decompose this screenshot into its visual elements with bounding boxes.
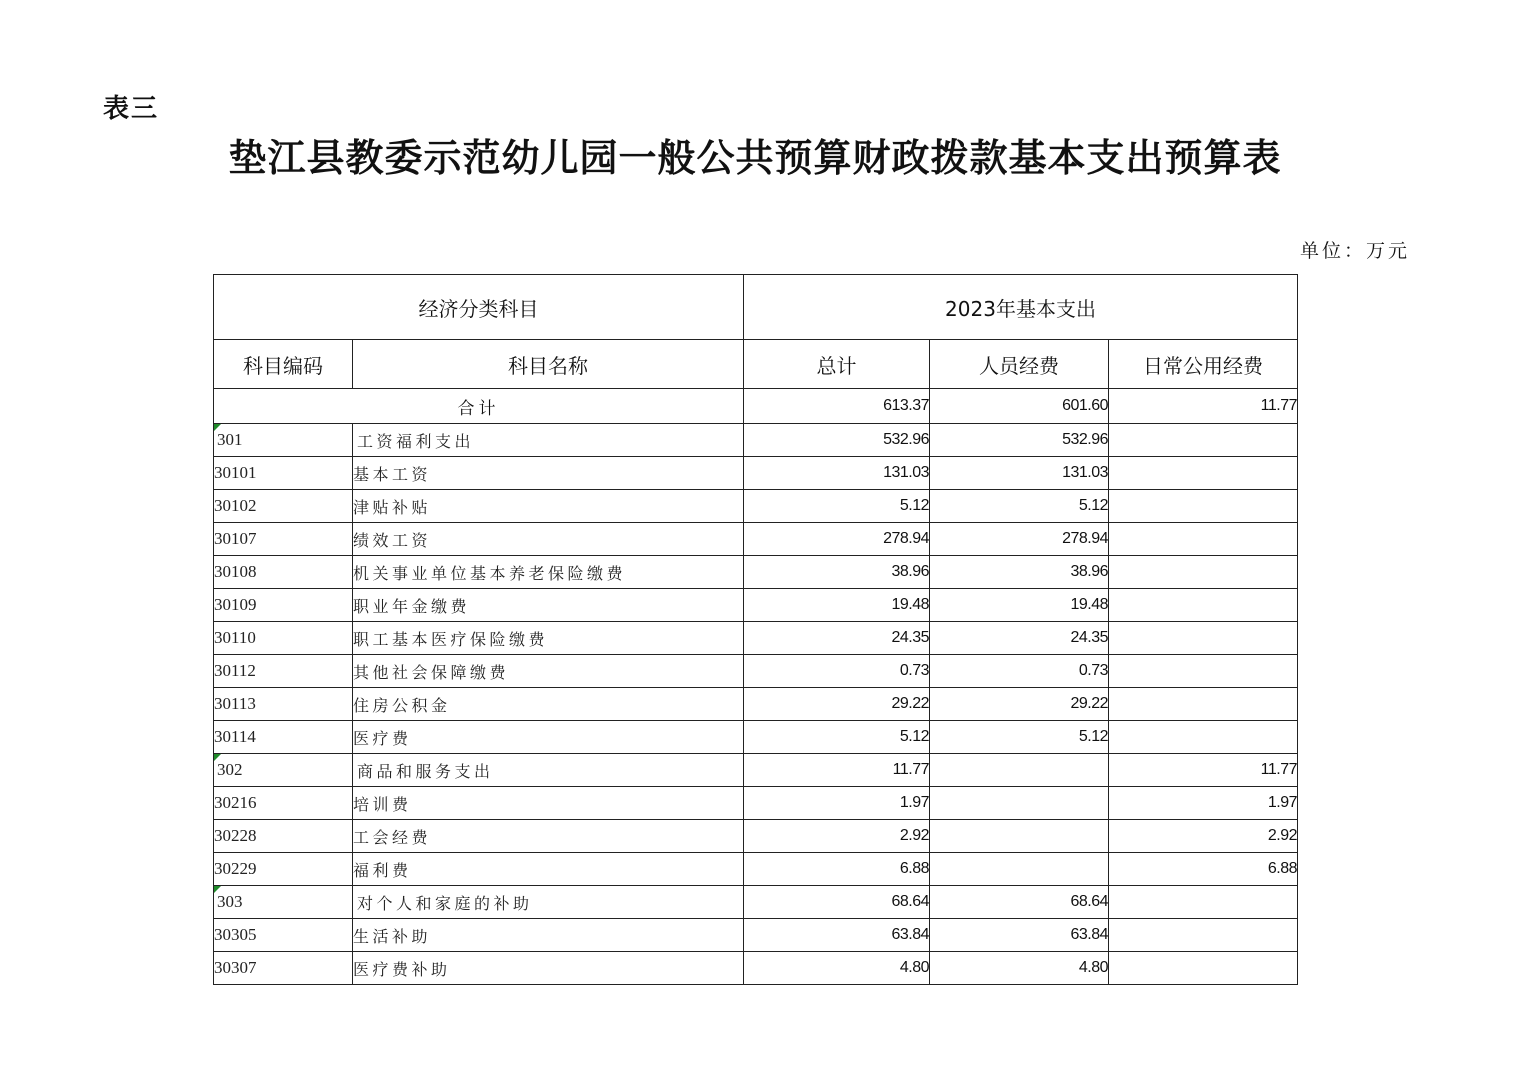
subject-code: 30101 (214, 457, 353, 490)
subject-name: 职业年金缴费 (353, 589, 744, 622)
header-subject-code: 科目编码 (214, 340, 353, 389)
category-row (214, 424, 1298, 457)
subject-name: 基本工资 (353, 457, 744, 490)
public-value (1109, 523, 1298, 556)
header-basic-expenditure-2023: 2023年基本支出 (744, 275, 1298, 340)
subject-code: 30229 (214, 853, 353, 886)
subject-name: 工会经费 (353, 820, 744, 853)
subject-code: 30102 (214, 490, 353, 523)
table-row (214, 853, 1298, 886)
subject-code: 30112 (214, 655, 353, 688)
subject-code: 30109 (214, 589, 353, 622)
personnel-value: 24.35 (930, 622, 1109, 655)
subject-name: 其他社会保障缴费 (353, 655, 744, 688)
public-value (1109, 655, 1298, 688)
total-value: 2.92 (744, 820, 930, 853)
personnel-value (930, 820, 1109, 853)
subject-name: 培训费 (353, 787, 744, 820)
total-value: 278.94 (744, 523, 930, 556)
header-personnel-expense: 人员经费 (930, 340, 1109, 389)
subject-name: 医疗费补助 (353, 952, 744, 985)
personnel-value: 29.22 (930, 688, 1109, 721)
personnel-value: 38.96 (930, 556, 1109, 589)
total-value: 11.77 (744, 754, 930, 787)
personnel-value: 131.03 (930, 457, 1109, 490)
public-value (1109, 919, 1298, 952)
header-columns-row (214, 340, 1298, 389)
total-row (214, 389, 1298, 424)
total-sum: 613.37 (744, 389, 930, 424)
personnel-value: 63.84 (930, 919, 1109, 952)
total-label: 合计 (214, 389, 744, 424)
header-group-row (214, 275, 1298, 340)
public-value (1109, 490, 1298, 523)
personnel-value: 278.94 (930, 523, 1109, 556)
total-value: 5.12 (744, 721, 930, 754)
subject-code: 30305 (214, 919, 353, 952)
public-value (1109, 952, 1298, 985)
header-subject-name: 科目名称 (353, 340, 744, 389)
personnel-value: 532.96 (930, 424, 1109, 457)
subject-name: 机关事业单位基本养老保险缴费 (353, 556, 744, 589)
subject-name: 工资福利支出 (353, 424, 744, 457)
public-value (1109, 721, 1298, 754)
subject-name: 福利费 (353, 853, 744, 886)
total-value: 6.88 (744, 853, 930, 886)
header-total: 总计 (744, 340, 930, 389)
subject-code: 30113 (214, 688, 353, 721)
public-value (1109, 556, 1298, 589)
subject-code: 301 (214, 424, 353, 457)
total-value: 1.97 (744, 787, 930, 820)
public-value (1109, 688, 1298, 721)
total-value: 29.22 (744, 688, 930, 721)
table-row (214, 787, 1298, 820)
public-value (1109, 457, 1298, 490)
personnel-value: 5.12 (930, 490, 1109, 523)
total-value: 0.73 (744, 655, 930, 688)
subject-name: 住房公积金 (353, 688, 744, 721)
personnel-value: 4.80 (930, 952, 1109, 985)
total-public: 11.77 (1109, 389, 1298, 424)
table-row (214, 820, 1298, 853)
table-row (214, 457, 1298, 490)
subject-code: 303 (214, 886, 353, 919)
personnel-value: 19.48 (930, 589, 1109, 622)
total-value: 68.64 (744, 886, 930, 919)
table-row (214, 655, 1298, 688)
personnel-value (930, 754, 1109, 787)
subject-code: 30107 (214, 523, 353, 556)
personnel-value: 68.64 (930, 886, 1109, 919)
public-value (1109, 886, 1298, 919)
total-value: 532.96 (744, 424, 930, 457)
subject-code: 302 (214, 754, 353, 787)
total-value: 19.48 (744, 589, 930, 622)
table-row (214, 589, 1298, 622)
page-title: 垫江县教委示范幼儿园一般公共预算财政拨款基本支出预算表 (228, 135, 1282, 180)
public-value (1109, 589, 1298, 622)
total-value: 24.35 (744, 622, 930, 655)
table-row (214, 490, 1298, 523)
subject-name: 职工基本医疗保险缴费 (353, 622, 744, 655)
header-economic-classification: 经济分类科目 (214, 275, 744, 340)
category-row (214, 886, 1298, 919)
public-value: 1.97 (1109, 787, 1298, 820)
subject-name: 商品和服务支出 (353, 754, 744, 787)
subject-code: 30110 (214, 622, 353, 655)
subject-code: 30216 (214, 787, 353, 820)
public-value: 6.88 (1109, 853, 1298, 886)
subject-code: 30228 (214, 820, 353, 853)
subject-name: 津贴补贴 (353, 490, 744, 523)
table-row (214, 688, 1298, 721)
total-value: 131.03 (744, 457, 930, 490)
header-public-expense: 日常公用经费 (1109, 340, 1298, 389)
total-value: 4.80 (744, 952, 930, 985)
subject-name: 绩效工资 (353, 523, 744, 556)
table-row (214, 622, 1298, 655)
total-value: 63.84 (744, 919, 930, 952)
public-value (1109, 622, 1298, 655)
public-value (1109, 424, 1298, 457)
public-value: 11.77 (1109, 754, 1298, 787)
table-row (214, 523, 1298, 556)
public-value: 2.92 (1109, 820, 1298, 853)
total-personnel: 601.60 (930, 389, 1109, 424)
unit-label: 单位：万元 (1299, 240, 1410, 262)
category-row (214, 754, 1298, 787)
subject-name: 生活补助 (353, 919, 744, 952)
subject-name: 对个人和家庭的补助 (353, 886, 744, 919)
budget-table (213, 274, 1298, 985)
subject-code: 30108 (214, 556, 353, 589)
personnel-value: 5.12 (930, 721, 1109, 754)
subject-code: 30114 (214, 721, 353, 754)
personnel-value (930, 787, 1109, 820)
table-tag: 表三 (103, 94, 160, 124)
subject-name: 医疗费 (353, 721, 744, 754)
total-value: 38.96 (744, 556, 930, 589)
total-value: 5.12 (744, 490, 930, 523)
table-row (214, 952, 1298, 985)
personnel-value (930, 853, 1109, 886)
table-row (214, 919, 1298, 952)
table-row (214, 556, 1298, 589)
personnel-value: 0.73 (930, 655, 1109, 688)
subject-code: 30307 (214, 952, 353, 985)
table-row (214, 721, 1298, 754)
